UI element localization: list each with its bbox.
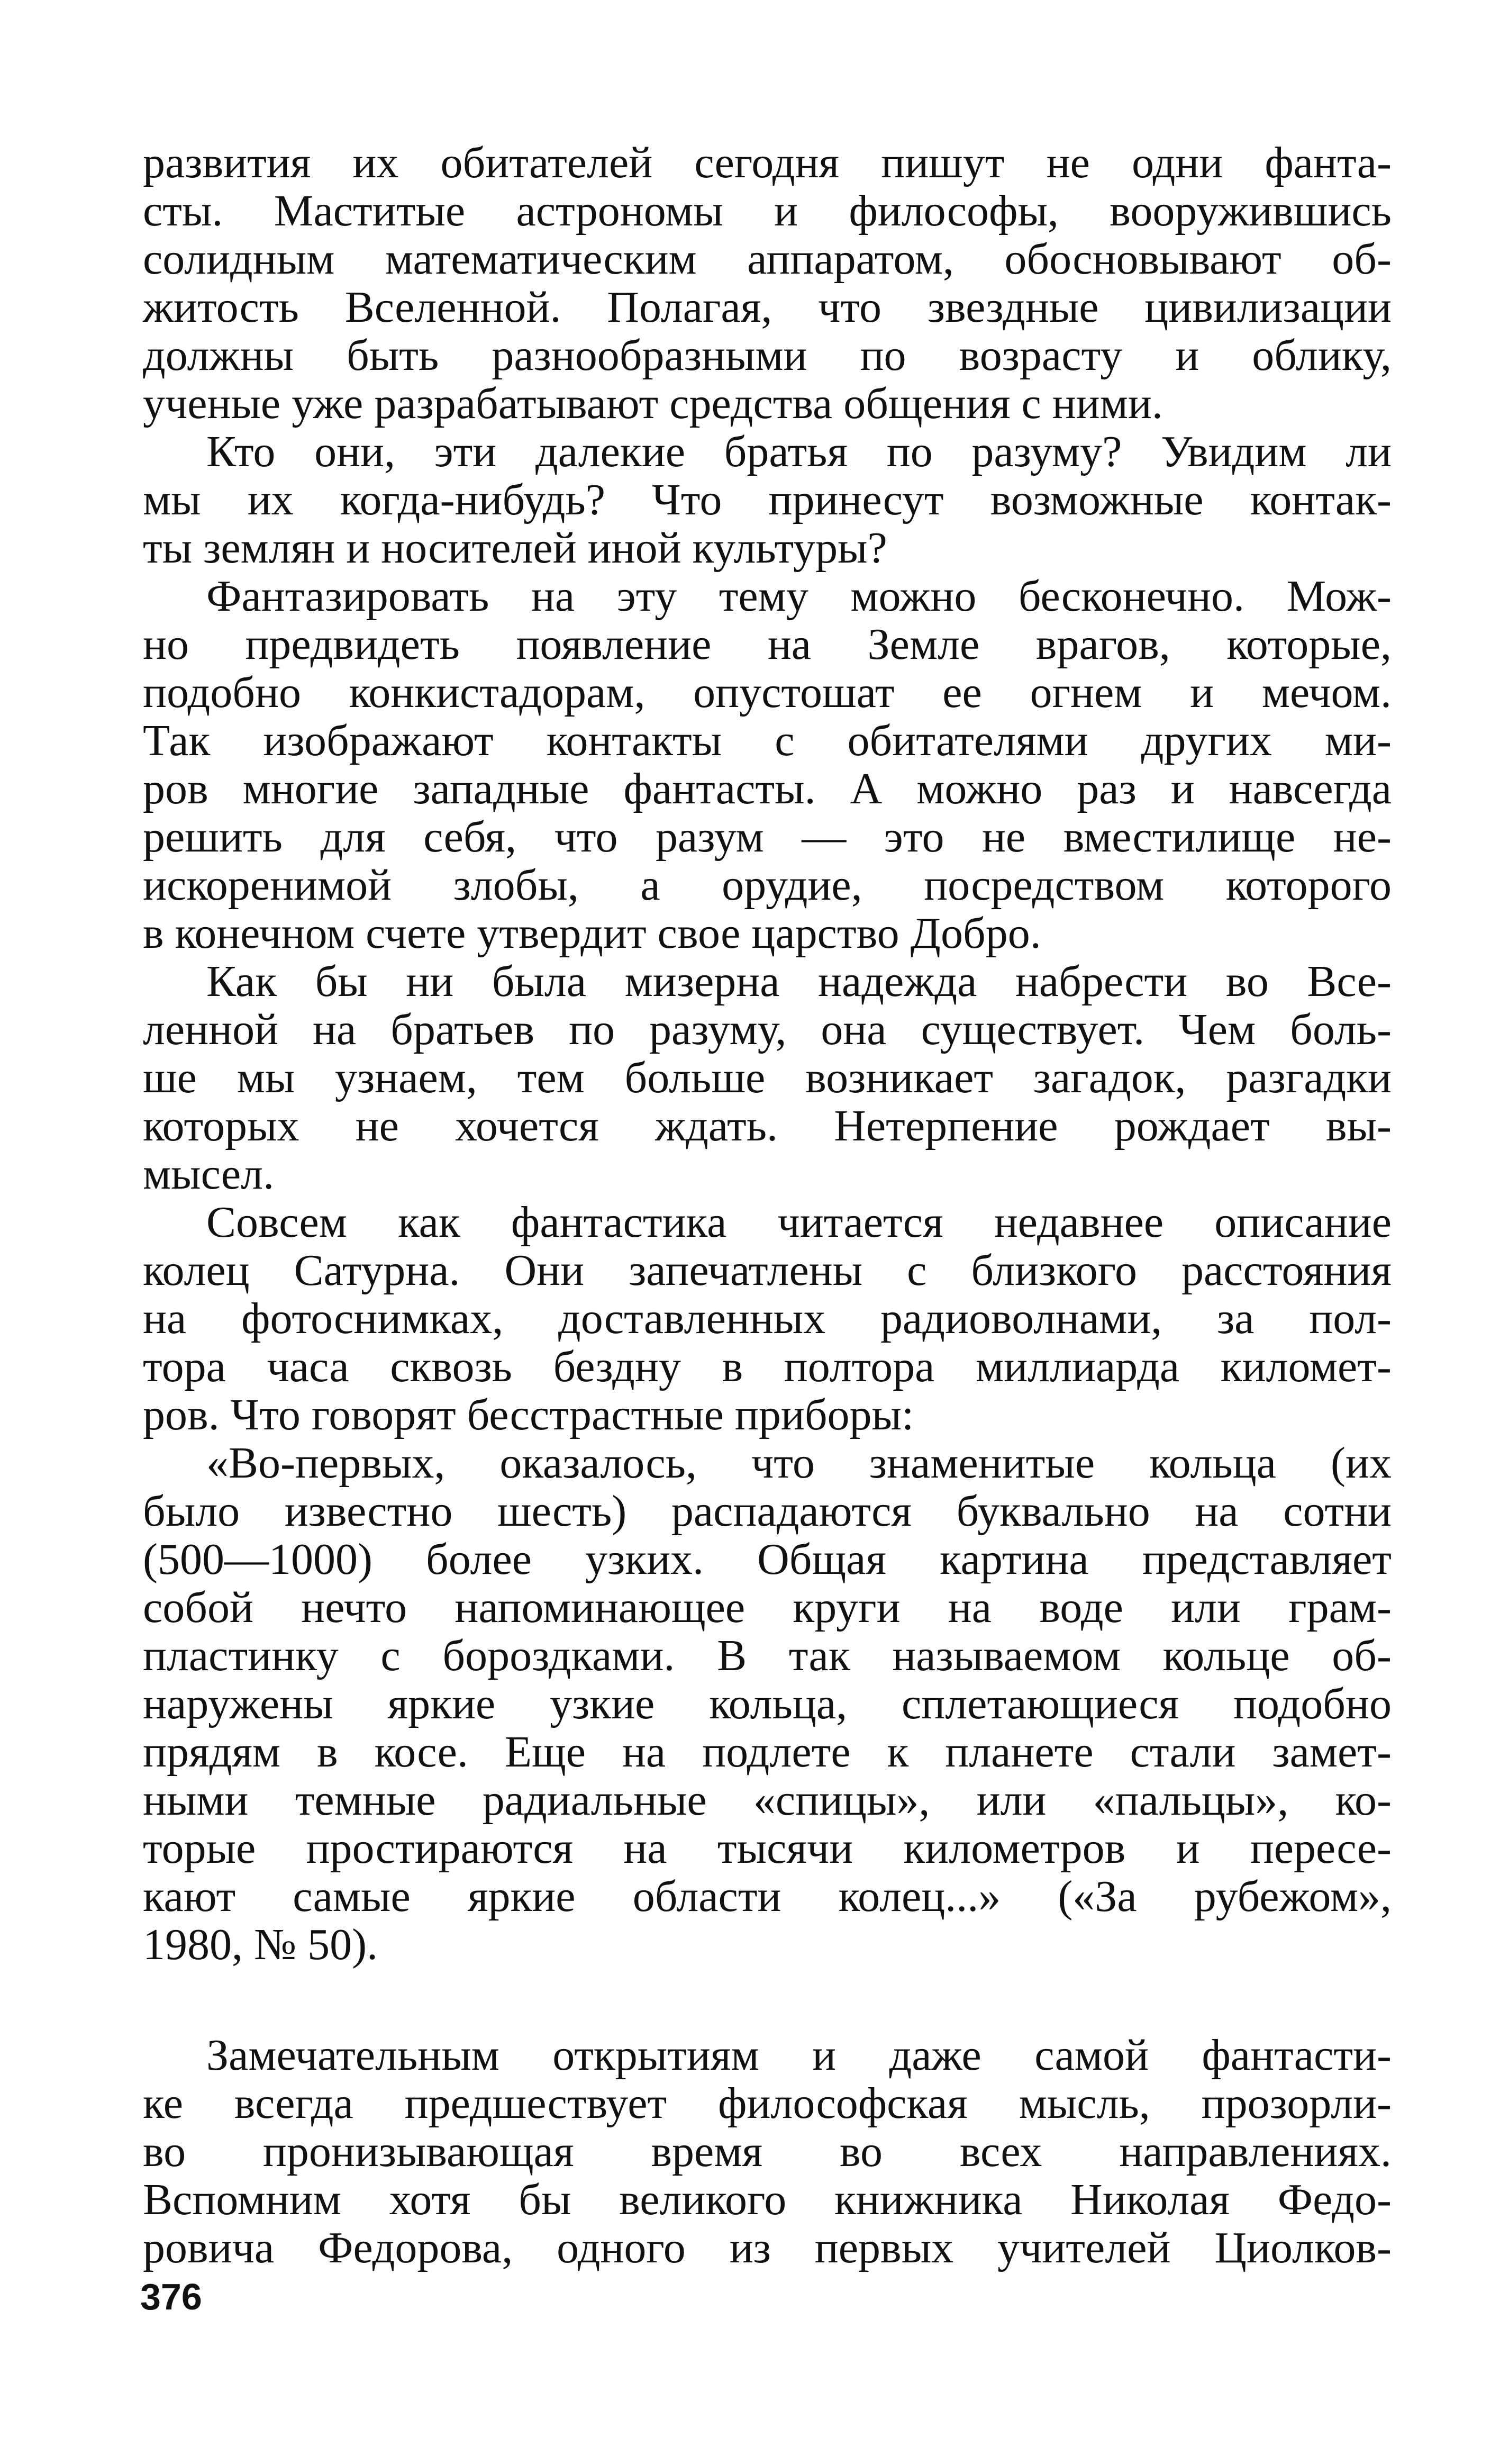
text-line: мысел. <box>143 1149 275 1199</box>
text-line: солидным математическим аппаратом, обосновывают об- <box>143 234 1392 284</box>
text-line: мы их когда-нибудь? Что принесут возможные контак- <box>143 475 1392 524</box>
text-line: Так изображают контакты с обитателями других ми- <box>143 716 1392 765</box>
text-line: подобно конкистадорам, опустошат ее огнем и мечом. <box>143 668 1392 717</box>
text-line: житость Вселенной. Полагая, что звездные цивилизации <box>143 283 1392 332</box>
text-line: Вспомним хотя бы великого книжника Николая Федо- <box>143 2175 1392 2224</box>
text-body-section-1 <box>143 139 1392 1969</box>
text-line: тора часа сквозь бездну в полтора миллиарда километ- <box>143 1342 1392 1391</box>
text-line: решить для себя, что разум — это не вместилище не- <box>143 812 1392 862</box>
text-line: колец Сатурна. Они запечатлены с близкого расстояния <box>143 1246 1392 1295</box>
text-line: ров многие западные фантасты. А можно раз и навсегда <box>143 764 1392 813</box>
text-line: ты землян и носителей иной культуры? <box>143 523 887 573</box>
text-line: ровича Федорова, одного из первых учителей Циолков- <box>143 2223 1392 2272</box>
text-line: прядям в косе. Еще на подлете к планете стали замет- <box>143 1727 1392 1777</box>
text-line: Совсем как фантастика читается недавнее описание <box>206 1198 1392 1247</box>
text-line: искоренимой злобы, а орудие, посредством которого <box>143 860 1392 910</box>
text-line: во пронизывающая время во всех направлениях. <box>143 2127 1392 2176</box>
text-line: наружены яркие узкие кольца, сплетающиеся подобно <box>143 1679 1392 1728</box>
text-line: «Во-первых, оказалось, что знаменитые кольца (их <box>206 1438 1392 1488</box>
text-line: было известно шесть) распадаются буквально на сотни <box>143 1487 1392 1536</box>
text-line: в конечном счете утвердит свое царство Добро. <box>143 909 1041 958</box>
text-line: должны быть разнообразными по возрасту и облику, <box>143 331 1392 380</box>
text-line: ученые уже разрабатывают средства общения с ними. <box>143 379 1163 428</box>
text-line: пластинку с бороздками. В так называемом кольце об- <box>143 1631 1392 1680</box>
text-line: Кто они, эти далекие братья по разуму? Увидим ли <box>206 427 1392 476</box>
text-line: на фотоснимках, доставленных радиоволнами, за пол- <box>143 1294 1392 1343</box>
text-line: Как бы ни была мизерна надежда набрести во Все- <box>206 957 1392 1006</box>
text-line: которых не хочется ждать. Нетерпение рождает вы- <box>143 1101 1392 1151</box>
main-text-section <box>143 139 1392 1969</box>
page-number: 376 <box>140 2276 202 2317</box>
text-line: ров. Что говорят бесстрастные приборы: <box>143 1390 914 1439</box>
text-line: кают самые яркие области колец...» («За рубежом», <box>143 1872 1392 1921</box>
text-line: Фантазировать на эту тему можно бесконечно. Мож- <box>206 572 1392 621</box>
text-line: (500—1000) более узких. Общая картина представляет <box>143 1535 1392 1584</box>
text-line: сты. Маститые астрономы и философы, вооружившись <box>143 186 1392 235</box>
second-text-section <box>143 2031 1392 2272</box>
text-line: торые простираются на тысячи километров и пересе- <box>143 1824 1392 1873</box>
text-line: собой нечто напоминающее круги на воде или грам- <box>143 1583 1392 1632</box>
text-line: ке всегда предшествует философская мысль, прозорли- <box>143 2079 1392 2128</box>
text-line: развития их обитателей сегодня пишут не одни фанта- <box>143 138 1392 187</box>
text-line: 1980, № 50). <box>143 1920 378 1969</box>
text-line: ленной на братьев по разуму, она существует. Чем боль- <box>143 1005 1392 1054</box>
text-line: но предвидеть появление на Земле врагов, которые, <box>143 620 1392 669</box>
text-line: Замечательным открытиям и даже самой фантасти- <box>206 2031 1392 2080</box>
text-line: ше мы узнаем, тем больше возникает загадок, разгадки <box>143 1053 1392 1102</box>
text-line: ными темные радиальные «спицы», или «пальцы», ко- <box>143 1775 1392 1825</box>
text-body-section-2 <box>143 2031 1392 2272</box>
